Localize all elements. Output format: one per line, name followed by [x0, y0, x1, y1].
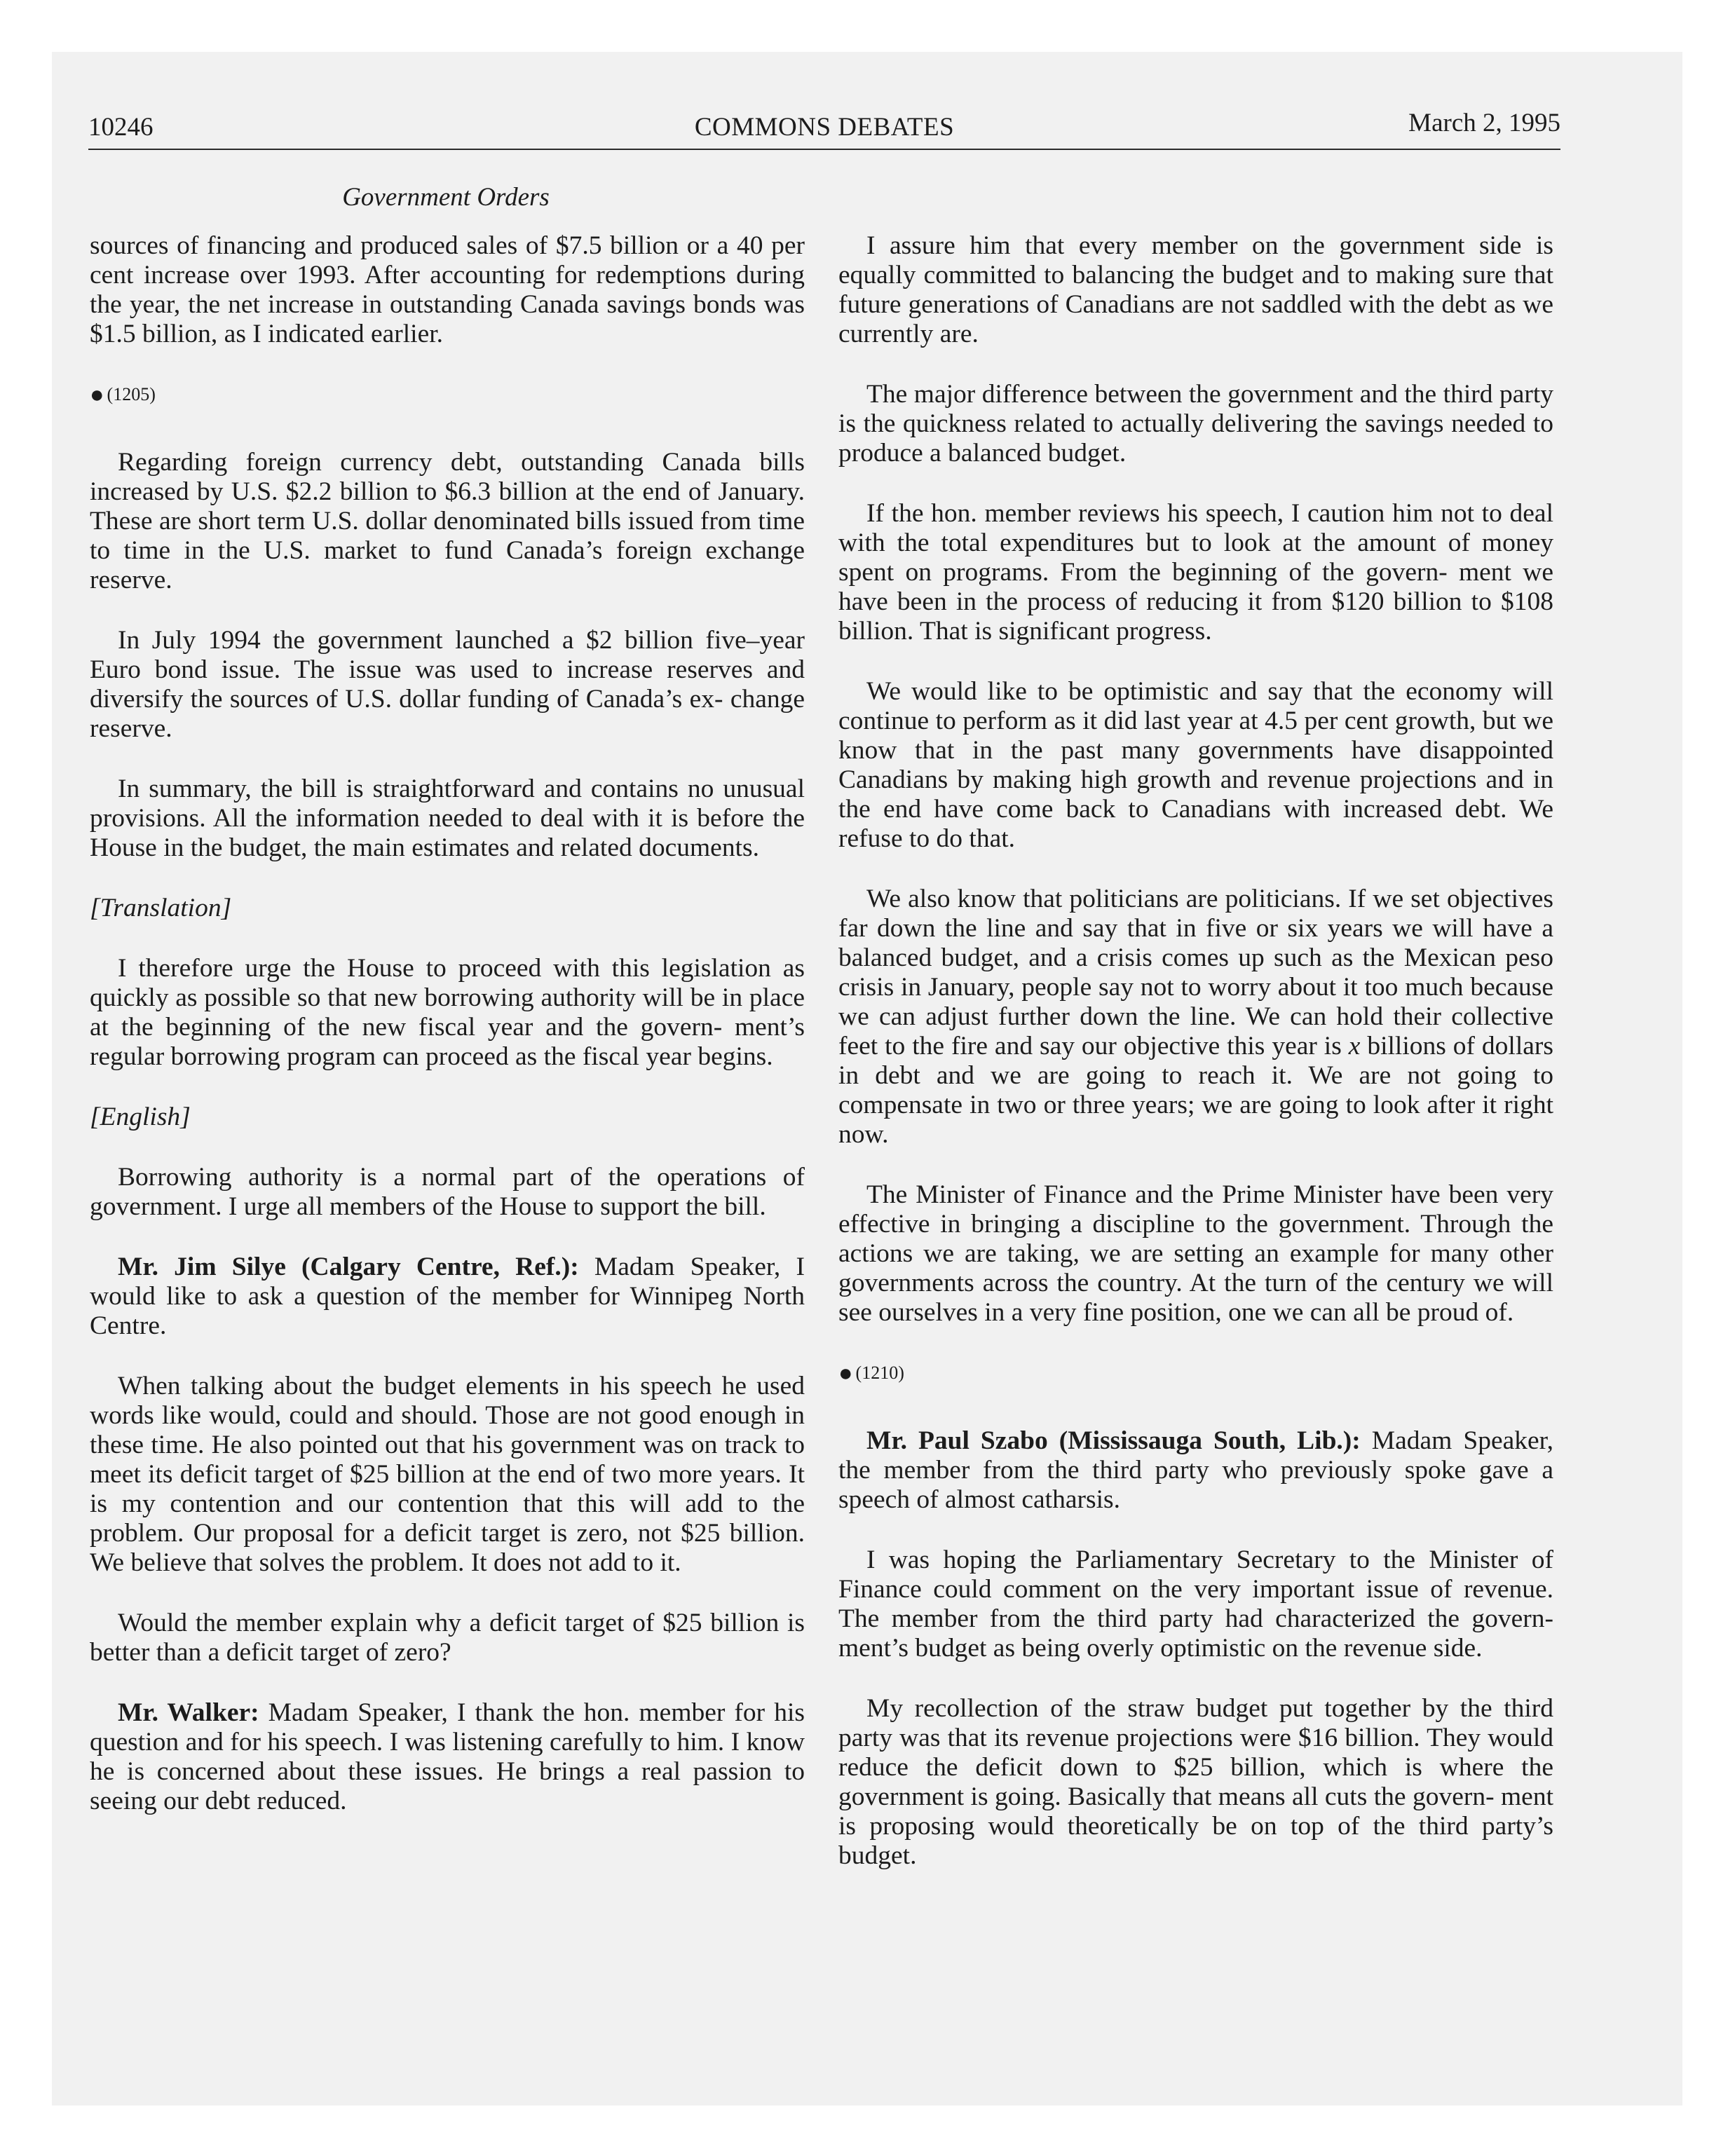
right-column: [838, 231, 1553, 1902]
paragraph: If the hon. member reviews his speech, I caution him not to deal with the total expenditures but to look at the amount of money spent on programs. From the beginning of the govern- ment we have been in the process of reducing it from $120 billion to $108 billion. That is significant progress.: [838, 499, 1553, 646]
publication-title: COMMONS DEBATES: [694, 113, 955, 142]
paragraph: My recollection of the straw budget put together by the third party was that its revenue projections were $16 billion. They would reduce the deficit down to $25 billion, which is where the government is going. Basically that means all cuts the govern- ment is proposing would theoretically be on top of the third party’s budget.: [838, 1694, 1553, 1870]
paragraph: The Minister of Finance and the Prime Minister have been very effective in bringing a discipline to the government. Through the actions we are taking, we are setting an example for many other governments across the country. At the turn of the century we will see ourselves in a very fine position, one we can all be proud of.: [838, 1180, 1553, 1327]
speaker-name: Mr. Walker:: [118, 1698, 259, 1727]
paragraph: In July 1994 the government launched a $2 billion five–year Euro bond issue. The issue was used to increase reserves and diversify the sources of U.S. dollar funding of Canada’s ex- change reserve.: [90, 626, 805, 743]
variable-x: x: [1348, 1032, 1361, 1060]
paragraph: In summary, the bill is straightforward and contains no unusual provisions. All the information needed to deal with it is before the House in the budget, the main estimates and related documents.: [90, 775, 805, 862]
speaker-name: Mr. Paul Szabo (Mississauga South, Lib.):: [866, 1426, 1361, 1455]
speaker-name: Mr. Jim Silye (Calgary Centre, Ref.):: [118, 1253, 579, 1281]
time-marker-label: (1210): [855, 1363, 904, 1383]
speech-paragraph: [838, 1426, 1553, 1515]
time-marker: [90, 380, 805, 410]
paragraph: I assure him that every member on the government side is equally committed to balancing the budget and to making sure that future generations of Canadians are not saddled with the debt as we currently are.: [838, 231, 1553, 348]
speech-text: Madam Speaker, the member from the third party who previously spoke gave a speech of almost catharsis.: [838, 1426, 1554, 1514]
paragraph: I was hoping the Parliamentary Secretary to the Minister of Finance could comment on the very important issue of revenue. The member from the third party had characterized the govern- ment’s budget as being overly optimistic on the revenue side.: [838, 1546, 1553, 1663]
left-column: [90, 231, 805, 1847]
paragraph: Would the member explain why a deficit target of $25 billion is better than a deficit target of zero?: [90, 1609, 805, 1667]
speech-text: Madam Speaker, I thank the hon. member for his question and for his speech. I was listening carefully to him. I know he is concerned about these issues. He brings a real passion to seeing our debt reduced.: [90, 1698, 805, 1815]
page-header: [88, 105, 1560, 150]
section-title: Government Orders: [342, 183, 550, 212]
paragraph-text: We also know that politicians are politicians. If we set objectives far down the line and say that in five or six years we will have a balanced budget, and a crisis comes up such as the Mexican peso crisis in January, people say not to worry about it too much because we can adjust further down the line. We can hold their collective feet to the fire and say our objective this year is: [838, 885, 1553, 1060]
speech-paragraph: [90, 1698, 805, 1816]
language-tag-label: Translation: [100, 894, 222, 922]
paragraph: We would like to be optimistic and say that the economy will continue to perform as it did last year at 4.5 per cent growth, but we know that in the past many governments have disappointed Canadians by making high growth and revenue projections and in the end have come back to Canadians with increased debt. We refuse to do that.: [838, 677, 1553, 853]
page-number: 10246: [88, 113, 154, 142]
bullet-icon: ●: [90, 382, 104, 408]
bullet-icon: ●: [838, 1360, 853, 1386]
speech-paragraph: [90, 1253, 805, 1341]
page-date: March 2, 1995: [1408, 109, 1560, 137]
paragraph-text: billions of dollars in debt and we are going to reach it. We are not going to compensate in two or three years; we are going to look after it right now.: [838, 1032, 1553, 1149]
paragraph: I therefore urge the House to proceed with this legislation as quickly as possible so that new borrowing authority will be in place at the beginning of the new fiscal year and the govern- ment’s regular borrowing program can proceed as the fiscal year begins.: [90, 954, 805, 1071]
paragraph: The major difference between the government and the third party is the quickness related to actually delivering the savings needed to produce a balanced budget.: [838, 380, 1553, 468]
header-rule: [88, 149, 1560, 150]
language-tag: [Translation]: [90, 894, 232, 922]
speech-text: Madam Speaker, I would like to ask a question of the member for Winnipeg North Centre.: [90, 1253, 805, 1340]
paragraph: Borrowing authority is a normal part of the operations of government. I urge all members of the House to support the bill.: [90, 1163, 805, 1221]
paragraph: [838, 885, 1553, 1149]
language-tag: [English]: [90, 1103, 191, 1131]
language-tag-label: English: [100, 1103, 181, 1131]
time-marker-label: (1205): [107, 384, 156, 404]
paragraph: sources of financing and produced sales of $7.5 billion or a 40 per cent increase over 1993. After accounting for redemptions during the year, the net increase in outstanding Canada savings bonds was $1.5 billion, as I indicated earlier.: [90, 231, 805, 348]
paragraph: Regarding foreign currency debt, outstanding Canada bills increased by U.S. $2.2 billion to $6.3 billion at the end of January. These are short term U.S. dollar denominated bills issued from time to time in the U.S. market to fund Canada’s foreign exchange reserve.: [90, 448, 805, 594]
paragraph: When talking about the budget elements in his speech he used words like would, could and should. Those are not good enough in these time. He also pointed out that his government was on track to meet its deficit target of $25 billion at the end of two more years. It is my contention and our contention that this will add to the problem. Our proposal for a deficit target is zero, not $25 billion. We believe that solves the problem. It does not add to it.: [90, 1372, 805, 1577]
time-marker: [838, 1358, 1553, 1389]
